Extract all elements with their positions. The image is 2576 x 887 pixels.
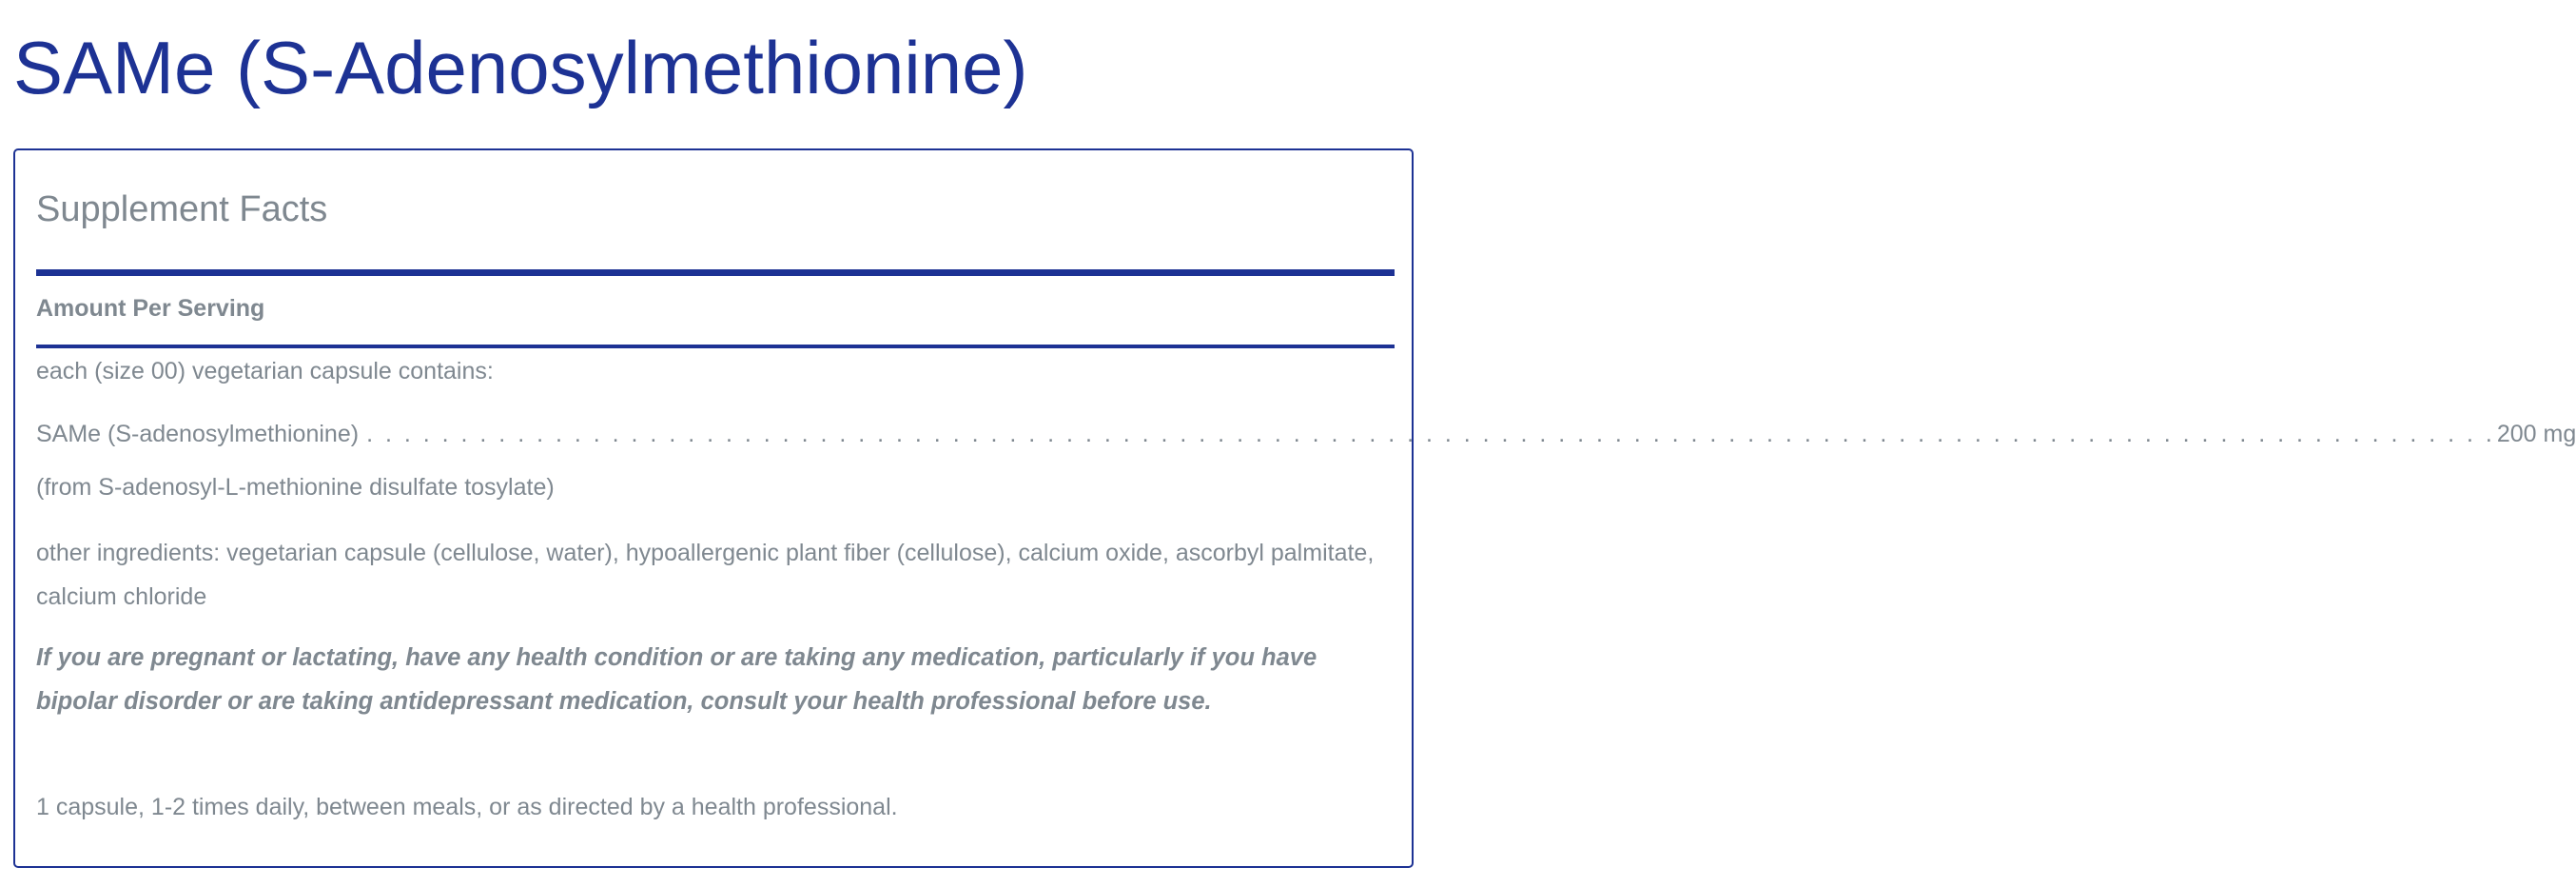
amount-per-serving-label: Amount Per Serving [36,295,265,322]
leader-dots: . . . . . . . . . . . . . . . . . . . . . . . . . . . . . . . . . . . . . . . . . . . . . . . . . . . . . . . . . . . . . . . . . . . . . . . . . . . . . . . . . . . . . . . . . . . . . . . . . . . . . . . . . . . . . . . . . [366,421,2495,447]
supplement-facts-panel [13,148,2576,868]
thick-divider [36,269,1395,276]
serving-description: each (size 00) vegetarian capsule contains: [36,358,494,384]
ingredient-source: (from S-adenosyl-L-methionine disulfate tosylate) [36,474,555,501]
other-ingredients: other ingredients: vegetarian capsule (cellulose, water), hypoallergenic plant fiber (cellulose), calcium oxide, ascorbyl palmitate, calcium chloride [36,540,1375,610]
warning-text: If you are pregnant or lactating, have any health condition or are taking any medication, particularly if you have bipolar disorder or are taking antidepressant medication, consult your health professional before use. [36,644,1317,715]
thin-divider [36,345,1395,348]
supplement-facts-heading: Supplement Facts [36,189,328,229]
ingredient-name: SAMe (S-adenosylmethionine) [36,421,360,447]
product-title: SAMe (S-Adenosylmethionine) [13,26,1028,109]
ingredient-amount: 200 mg [2496,421,2576,447]
directions-text: 1 capsule, 1-2 times daily, between meals, or as directed by a health professional. [36,794,898,820]
ingredient-row [36,419,2576,451]
